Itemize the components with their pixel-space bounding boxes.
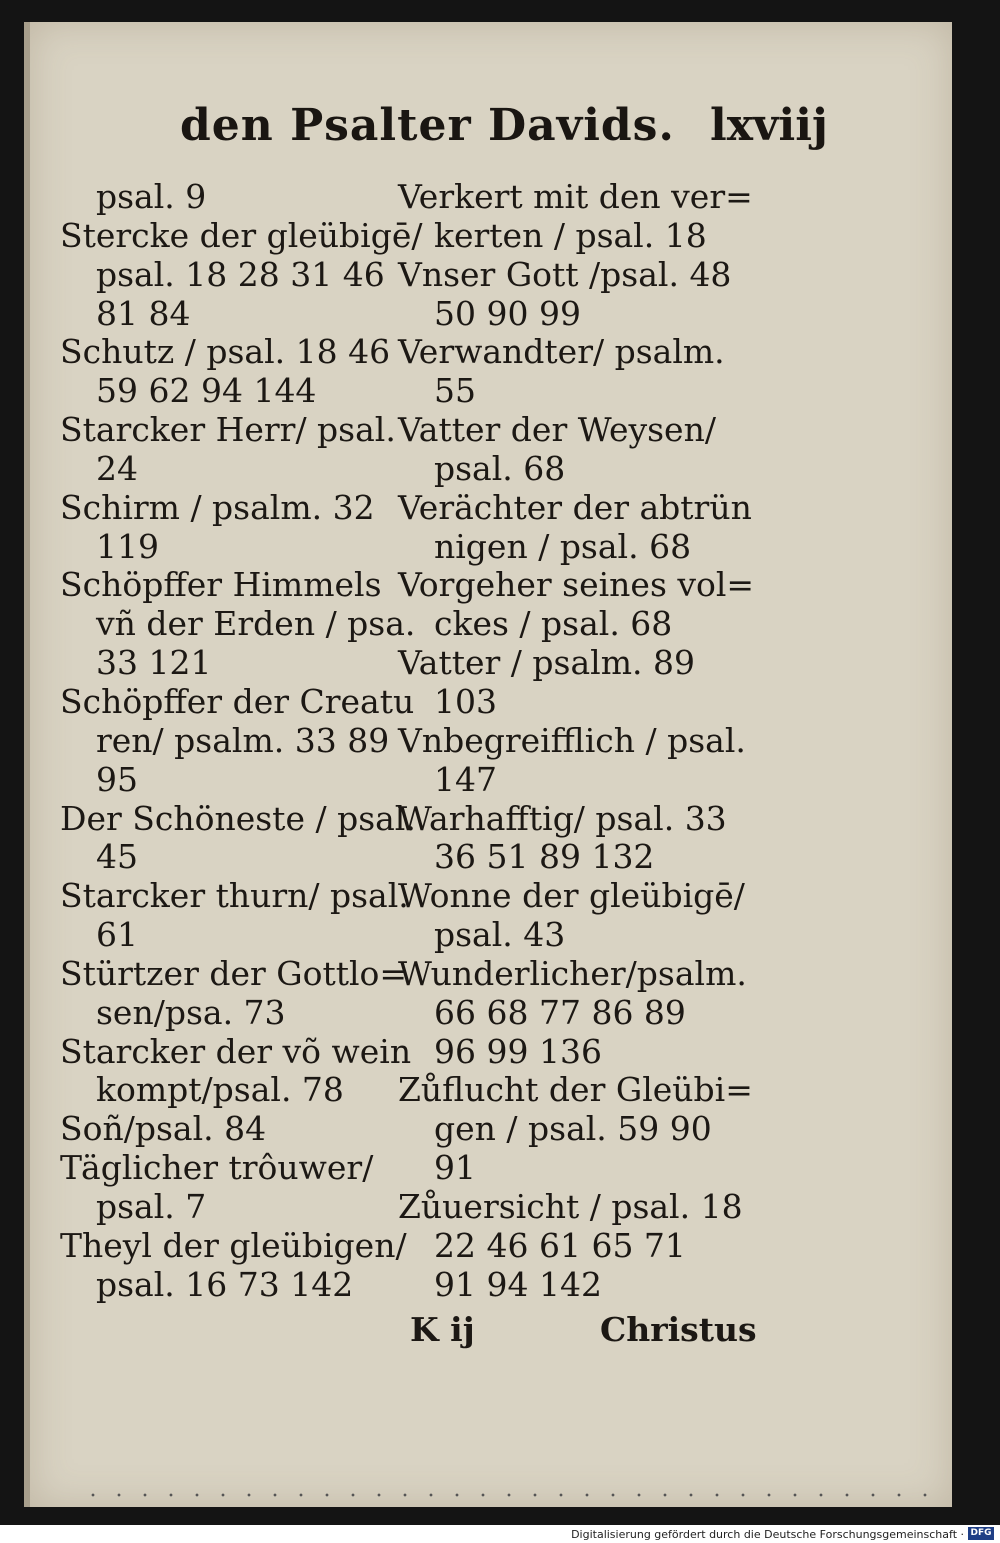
- index-line: Zůflucht der Gleübi=: [398, 1070, 753, 1110]
- index-line: kerten / psal. 18: [434, 215, 707, 255]
- index-column-right: [398, 177, 755, 1304]
- index-line: Vatter der Weysen/: [398, 410, 716, 450]
- index-line: Starcker Herr/ psal.: [60, 410, 396, 450]
- index-line: nigen / psal. 68: [434, 526, 692, 566]
- index-line: Stercke der gleübigē/: [60, 215, 423, 255]
- digitization-credit: Digitalisierung gefördert durch die Deutsche Forschungsgemeinschaft ·: [571, 1528, 964, 1541]
- index-line: Schöpffer der Creatu: [60, 681, 415, 721]
- index-line: Der Schöneste / psal.: [60, 798, 416, 838]
- index-line: Verächter der abtrün: [398, 487, 752, 527]
- index-line: 95: [96, 759, 138, 799]
- page-header: [180, 100, 840, 170]
- index-line: psal. 68: [434, 448, 566, 488]
- index-line: 147: [434, 759, 497, 799]
- index-column-left: [60, 177, 423, 1304]
- index-line: 33 121: [96, 643, 212, 683]
- index-line: Schutz / psal. 18 46: [60, 332, 391, 372]
- index-line: sen/psa. 73: [96, 992, 286, 1032]
- index-line: psal. 18 28 31 46: [96, 254, 385, 294]
- folio-number: lxviij: [710, 100, 828, 151]
- index-line: Verkert mit den ver=: [398, 177, 753, 216]
- index-line: Wonne der gleübigē/: [398, 876, 745, 916]
- index-line: psal. 9: [96, 177, 207, 216]
- index-line: 45: [96, 837, 138, 877]
- index-line: vñ der Erden / psa.: [96, 604, 416, 644]
- index-line: 36 51 89 132: [434, 837, 655, 877]
- index-line: 61: [96, 915, 138, 955]
- scan-edge-dots: [80, 1492, 940, 1498]
- index-line: Verwandter/ psalm.: [398, 332, 725, 372]
- index-line: Zůuersicht / psal. 18: [398, 1186, 743, 1226]
- index-line: 81 84: [96, 293, 191, 333]
- index-line: ckes / psal. 68: [434, 604, 673, 644]
- index-line: 96 99 136: [434, 1031, 602, 1071]
- index-line: 22 46 61 65 71: [434, 1225, 686, 1265]
- index-line: Schirm / psalm. 32: [60, 487, 375, 527]
- running-head: den Psalter Davids.: [180, 100, 675, 151]
- index-line: 103: [434, 681, 497, 721]
- index-line: 91 94 142: [434, 1264, 602, 1304]
- index-line: Täglicher trôuwer/: [60, 1148, 374, 1188]
- index-line: 55: [434, 371, 476, 411]
- catchword: Christus: [600, 1310, 757, 1349]
- index-line: 91: [434, 1148, 476, 1188]
- index-line: Vnbegreifflich / psal.: [398, 720, 746, 760]
- index-line: psal. 43: [434, 915, 566, 955]
- index-line: Vorgeher seines vol=: [398, 565, 755, 605]
- index-line: psal. 7: [96, 1186, 207, 1226]
- index-line: 59 62 94 144: [96, 371, 317, 411]
- index-line: 119: [96, 526, 159, 566]
- index-line: kompt/psal. 78: [96, 1070, 344, 1110]
- index-line: Vatter / psalm. 89: [398, 643, 695, 683]
- index-line: 24: [96, 448, 138, 488]
- dfg-logo: DFG: [968, 1527, 994, 1540]
- index-line: Soñ/psal. 84: [60, 1109, 267, 1149]
- index-line: Starcker thurn/ psal.: [60, 876, 409, 916]
- index-line: Warhafftig/ psal. 33: [398, 798, 727, 838]
- index-line: 66 68 77 86 89: [434, 992, 686, 1032]
- index-line: 50 90 99: [434, 293, 581, 333]
- index-line: psal. 16 73 142: [96, 1264, 354, 1304]
- index-line: Theyl der gleübigen/: [60, 1225, 407, 1265]
- index-line: Stürtzer der Gottlo=: [60, 953, 408, 993]
- book-page: [24, 22, 952, 1507]
- index-line: ren/ psalm. 33 89: [96, 720, 390, 760]
- index-line: Vnser Gott /psal. 48: [398, 254, 732, 294]
- signature-mark: K ij: [410, 1310, 475, 1349]
- index-line: Schöpffer Himmels: [60, 565, 382, 605]
- index-line: Wunderlicher/psalm.: [398, 953, 747, 993]
- index-line: gen / psal. 59 90: [434, 1109, 712, 1149]
- show-through-text: [790, 582, 940, 1102]
- index-line: Starcker der võ wein: [60, 1031, 412, 1071]
- page-footer: [410, 1310, 757, 1354]
